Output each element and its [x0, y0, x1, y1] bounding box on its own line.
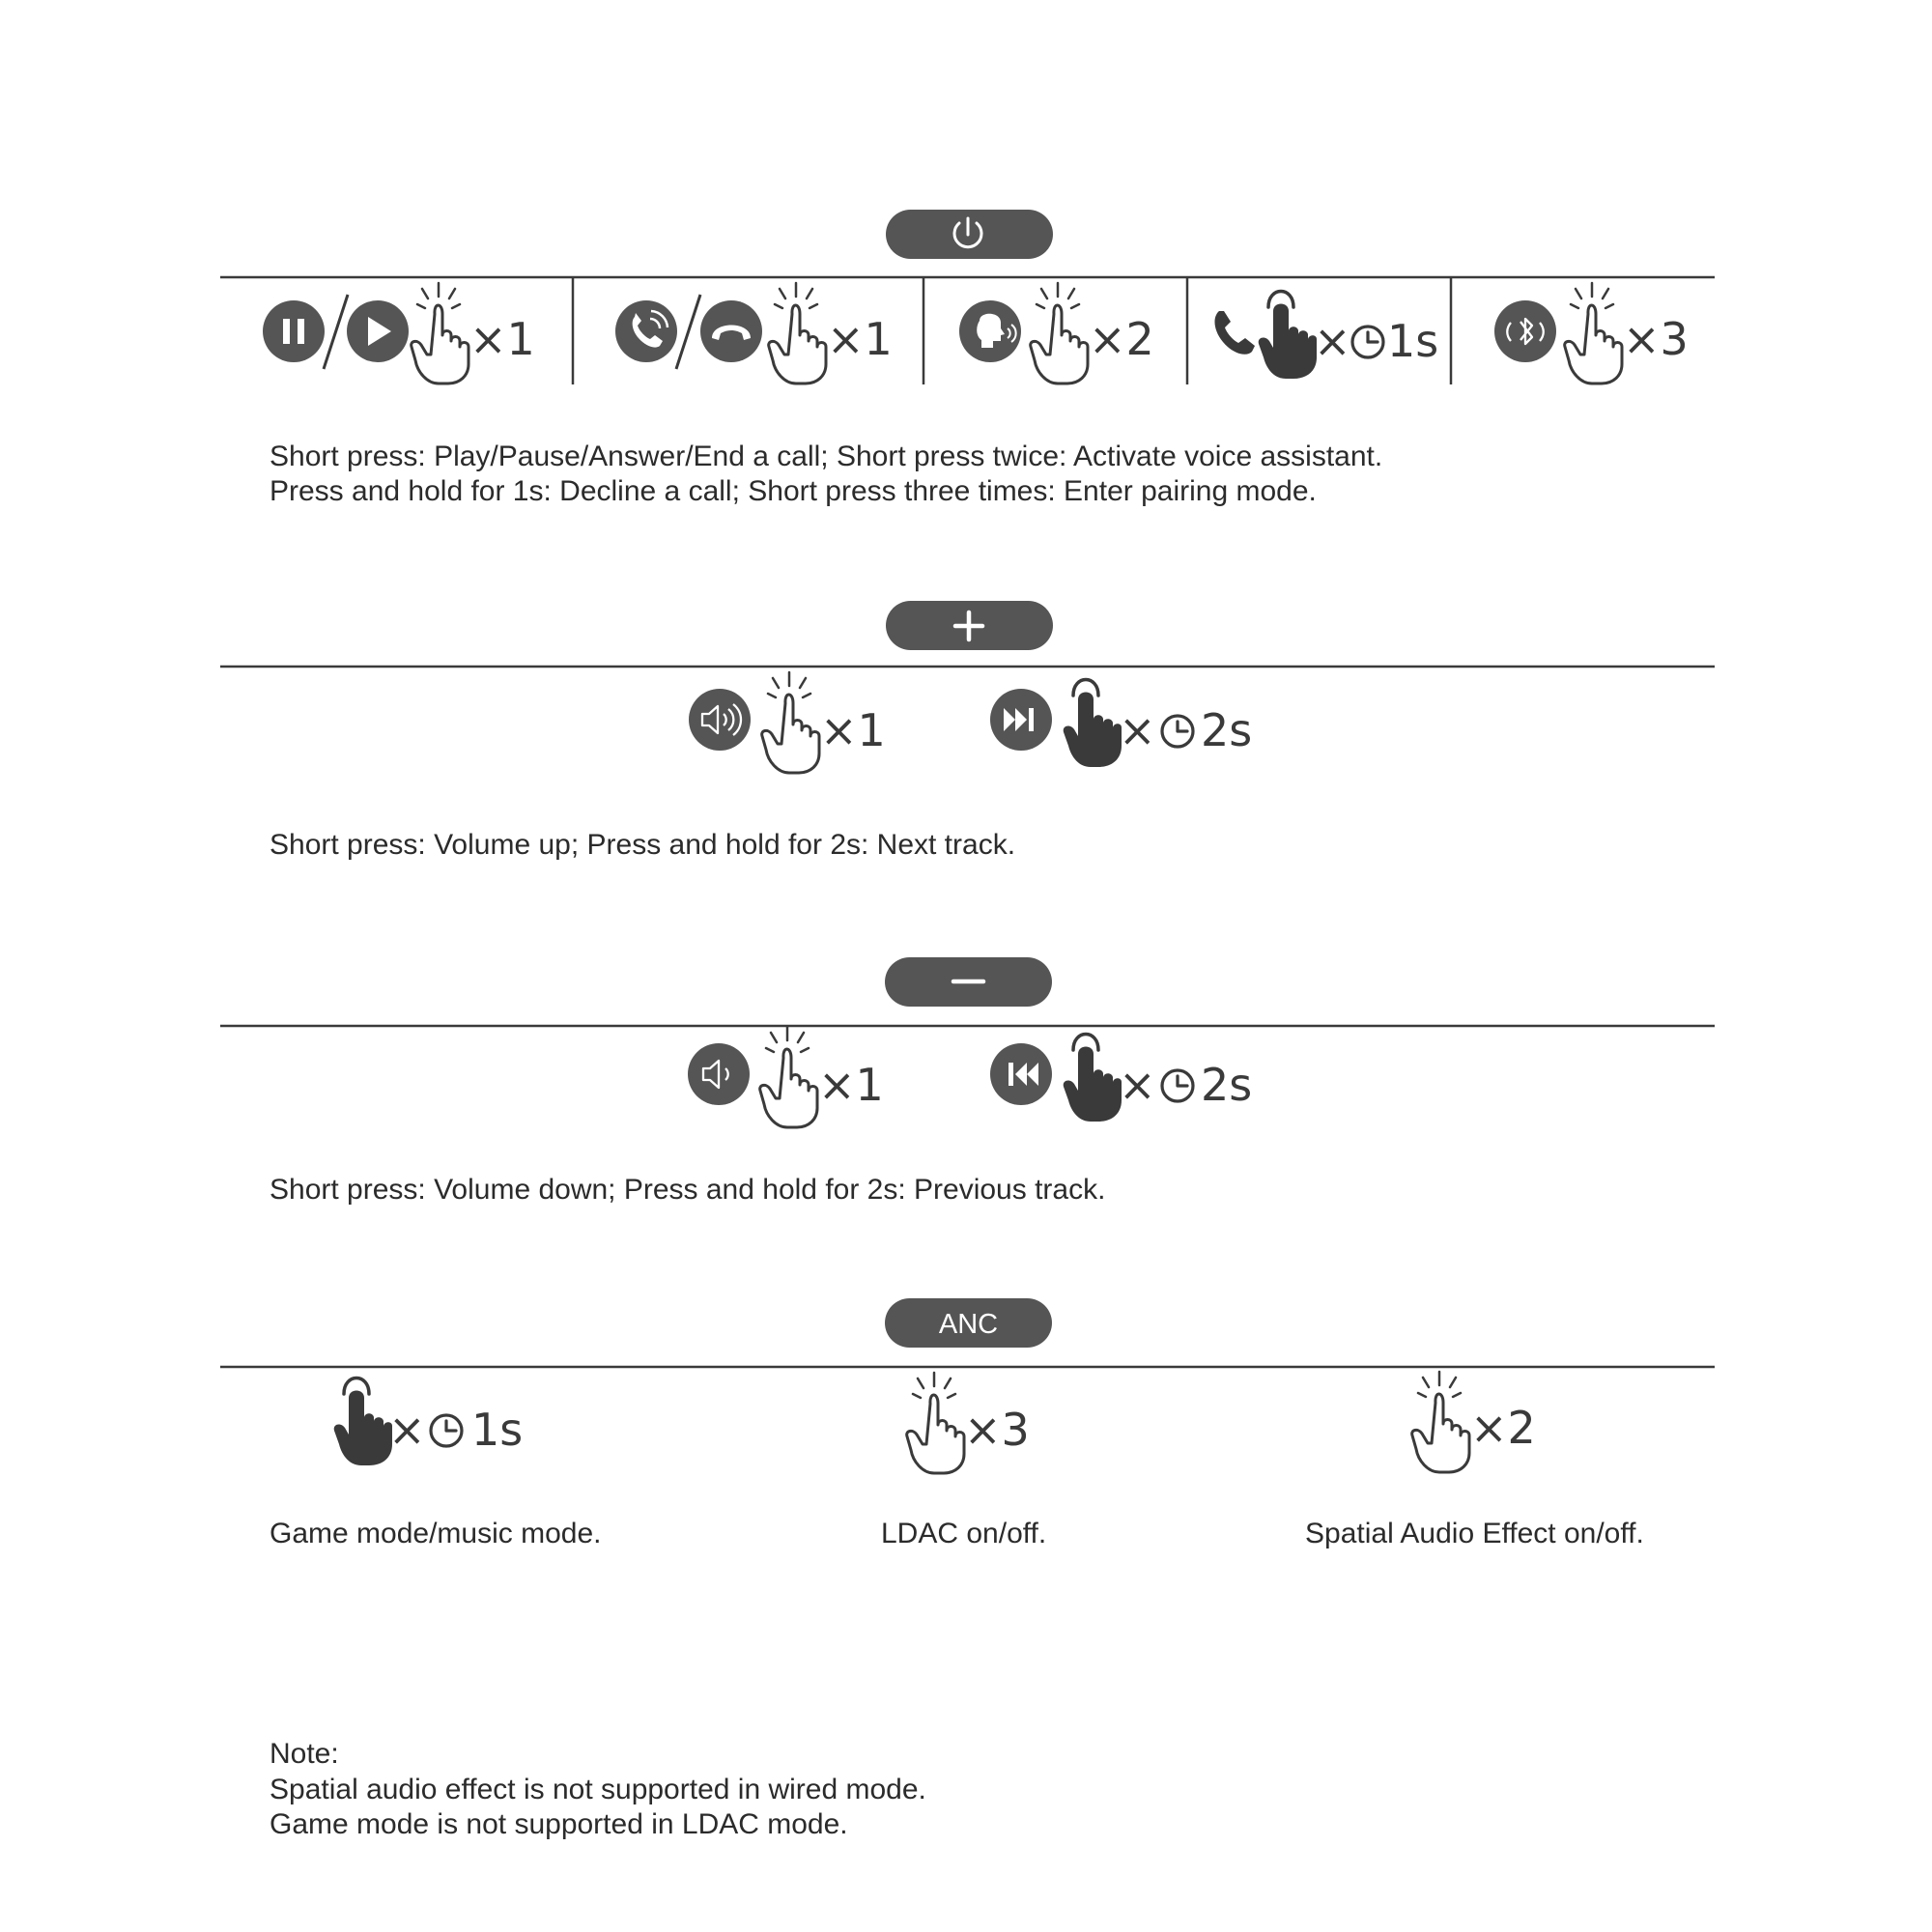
count-x2: ×2: [1089, 313, 1154, 365]
volume-up-icon: [689, 689, 751, 751]
tap-icon: [1565, 283, 1622, 384]
volume-down-icon: [688, 1043, 750, 1105]
power-gesture-play-pause: [263, 283, 535, 384]
tap-icon: [907, 1373, 964, 1473]
times-sign: ×: [1119, 1059, 1156, 1111]
slash-divider: [676, 295, 700, 369]
times-sign: ×: [1314, 315, 1351, 367]
power-gesture-voice-assistant: [959, 283, 1154, 384]
voice-assistant-icon: [959, 300, 1021, 362]
phone-icon: [1214, 311, 1255, 355]
times-sign: ×: [1119, 704, 1156, 756]
count-x3: ×3: [1623, 313, 1689, 365]
count-x1: ×1: [818, 1059, 884, 1111]
anc-gesture-ldac: [907, 1373, 1030, 1473]
press-hold-icon: [1064, 680, 1122, 768]
count-x3: ×3: [964, 1404, 1030, 1456]
count-x1: ×1: [469, 313, 535, 365]
end-call-icon: [700, 300, 762, 362]
slash-divider: [324, 295, 348, 369]
next-track-icon: [990, 689, 1052, 751]
bluetooth-pairing-icon: [1494, 300, 1556, 362]
note-title: Note:: [270, 1738, 339, 1770]
press-hold-icon: [334, 1378, 392, 1466]
anc-label: ANC: [938, 1309, 999, 1340]
plus-gesture-next-track: [990, 680, 1252, 768]
minus-button-badge: [885, 957, 1052, 1007]
minus-desc: Short press: Volume down; Press and hold for 2s: Previous track.: [270, 1174, 1106, 1206]
power-button-badge: [886, 210, 1053, 259]
tap-icon: [762, 672, 819, 773]
tap-icon: [769, 283, 826, 384]
tap-icon: [1031, 283, 1088, 384]
clock-icon: [1162, 1070, 1193, 1101]
plus-gesture-volume-up: [689, 672, 886, 773]
clock-icon: [431, 1415, 462, 1446]
tap-icon: [760, 1027, 817, 1127]
anc-gesture-game-mode: [334, 1378, 524, 1466]
anc-desc-ldac: LDAC on/off.: [881, 1518, 1047, 1549]
tap-icon: [1412, 1372, 1469, 1472]
anc-gesture-spatial-audio: [1412, 1372, 1536, 1472]
answer-call-icon: [615, 300, 677, 362]
count-x1: ×1: [820, 704, 886, 756]
plus-button-badge: [886, 601, 1053, 650]
duration-2s: 2s: [1201, 1059, 1253, 1111]
play-icon: [347, 300, 409, 362]
note-line-2: Game mode is not supported in LDAC mode.: [270, 1808, 848, 1840]
previous-track-icon: [990, 1043, 1052, 1105]
clock-icon: [1352, 327, 1383, 357]
press-hold-icon: [1064, 1035, 1122, 1122]
tap-icon: [412, 283, 469, 384]
times-sign: ×: [388, 1404, 426, 1456]
note-line-1: Spatial audio effect is not supported in wired mode.: [270, 1774, 926, 1805]
count-x1: ×1: [827, 313, 893, 365]
duration-1s: 1s: [1387, 315, 1439, 367]
power-gesture-call: [615, 283, 893, 384]
power-gesture-pairing: [1494, 283, 1689, 384]
anc-desc-game-mode: Game mode/music mode.: [270, 1518, 602, 1549]
minus-gesture-previous-track: [990, 1035, 1252, 1122]
count-x2: ×2: [1470, 1402, 1536, 1454]
duration-1s: 1s: [471, 1404, 524, 1456]
minus-gesture-volume-down: [688, 1027, 884, 1127]
anc-button-badge: [885, 1298, 1052, 1348]
power-gesture-decline-call: [1214, 292, 1438, 380]
anc-desc-spatial-audio: Spatial Audio Effect on/off.: [1305, 1518, 1644, 1549]
duration-2s: 2s: [1201, 704, 1253, 756]
pause-icon: [263, 300, 325, 362]
press-hold-icon: [1259, 292, 1317, 380]
plus-desc: Short press: Volume up; Press and hold for 2s: Next track.: [270, 829, 1016, 861]
power-desc-line2: Press and hold for 1s: Decline a call; Short press three times: Enter pairing mode.: [270, 475, 1317, 507]
clock-icon: [1162, 716, 1193, 747]
power-desc-line1: Short press: Play/Pause/Answer/End a call; Short press twice: Activate voice assistant.: [270, 440, 1383, 472]
